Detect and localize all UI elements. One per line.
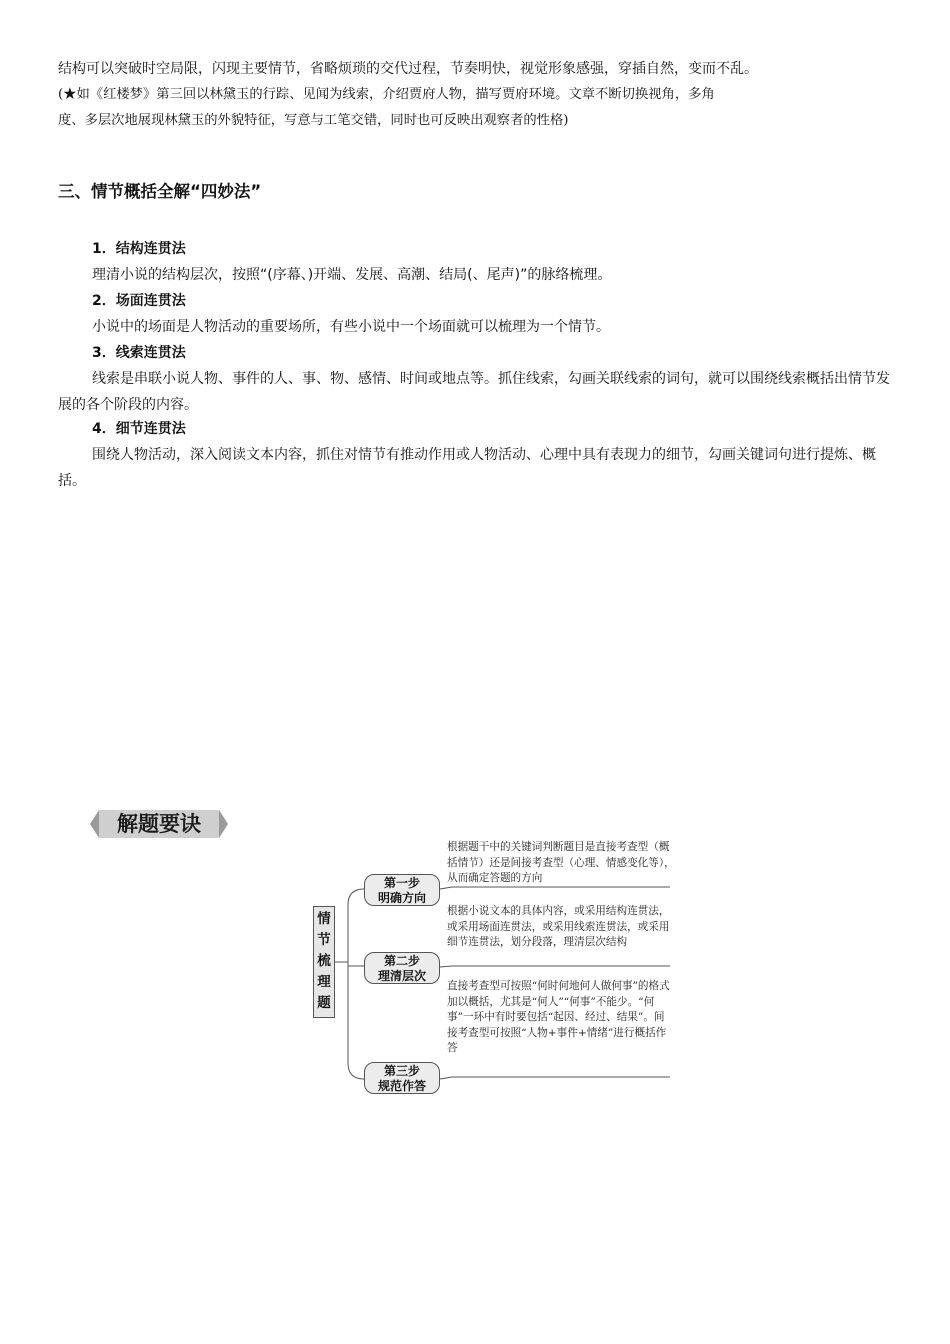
root-char: 情	[317, 911, 331, 927]
step-1-label: 第一步	[383, 876, 420, 890]
intro-paragraph	[58, 56, 898, 134]
step-2-description: 根据小说文本的具体内容，或采用结构连贯法，或采用场面连贯法，或采用线索连贯法，或采用细节连贯法，划分段落，理清层次结构	[447, 905, 670, 948]
method-4-text: 围绕人物活动，深入阅读文本内容，抓住对情节有推动作用或人物活动、心理中具有表现力的细节，勾画关键词句进行提炼、概括。	[58, 447, 876, 489]
step-3-underline	[440, 1077, 670, 1079]
step-2-box	[364, 952, 440, 984]
method-3-text: 线索是串联小说人物、事件的人、事、物、感情、时间或地点等。抓住线索，勾画关联线索的词句，就可以围绕线索概括出情节发展的各个阶段的内容。	[58, 371, 890, 413]
tips-banner	[90, 806, 228, 840]
step-2-label: 第二步	[383, 954, 420, 968]
intro-line-2: (★如《红楼梦》第三回以林黛玉的行踪、见闻为线索，介绍贾府人物，描写贾府环境。文章不断切换视角，多角	[58, 87, 715, 102]
step-3-label: 第三步	[383, 1064, 420, 1078]
method-1-text: 理清小说的结构层次，按照“(序幕、)开端、发展、高潮、结局(、尾声)”的脉络梳理。	[92, 267, 612, 283]
root-char: 题	[317, 995, 331, 1011]
diagram-root-box	[313, 906, 335, 1018]
step-1-title: 明确方向	[377, 891, 426, 905]
step-2-underline	[440, 966, 670, 967]
section-title: 三、情节概括全解“四妙法”	[58, 182, 262, 201]
step-3-description: 直接考查型可按照“何时何地何人做何事”的格式加以概括，尤其是“何人”“何事”不能少。“何事”一环中有时要包括“起因、经过、结果”。间接考查型可按照“人物+事件+情绪”进行概括作答	[447, 980, 670, 1054]
method-2-heading: 2．场面连贯法	[92, 293, 186, 309]
intro-line-1: 结构可以突破时空局限，闪现主要情节，省略烦琐的交代过程，节奏明快，视觉形象感强，穿插自然，变而不乱。	[58, 61, 758, 77]
step-2-title: 理清层次	[377, 969, 426, 983]
root-char: 梳	[317, 953, 331, 969]
step-3-title: 规范作答	[377, 1079, 426, 1093]
banner-left-arrow-icon	[90, 810, 99, 838]
step-3-box	[364, 1062, 440, 1094]
root-char: 理	[317, 974, 331, 990]
method-3-heading: 3．线索连贯法	[92, 345, 186, 361]
banner-right-arrow-icon	[219, 810, 228, 838]
method-2-text: 小说中的场面是人物活动的重要场所，有些小说中一个场面就可以梳理为一个情节。	[92, 319, 610, 335]
method-1-heading: 1．结构连贯法	[92, 241, 186, 257]
intro-line-3: 度、多层次地展现林黛玉的外貌特征，写意与工笔交错，同时也可反映出观察者的性格)	[58, 113, 569, 128]
branch-bracket	[348, 889, 364, 1079]
step-1-underline	[440, 887, 670, 889]
root-char: 节	[317, 932, 331, 948]
step-1-description: 根据题干中的关键词判断题目是直接考查型（概括情节）还是间接考查型（心理、情感变化等），从而确定答题的方向	[447, 841, 675, 884]
step-1-box	[364, 874, 440, 906]
method-4-heading: 4．细节连贯法	[92, 421, 186, 437]
banner-label: 解题要诀	[117, 812, 201, 836]
